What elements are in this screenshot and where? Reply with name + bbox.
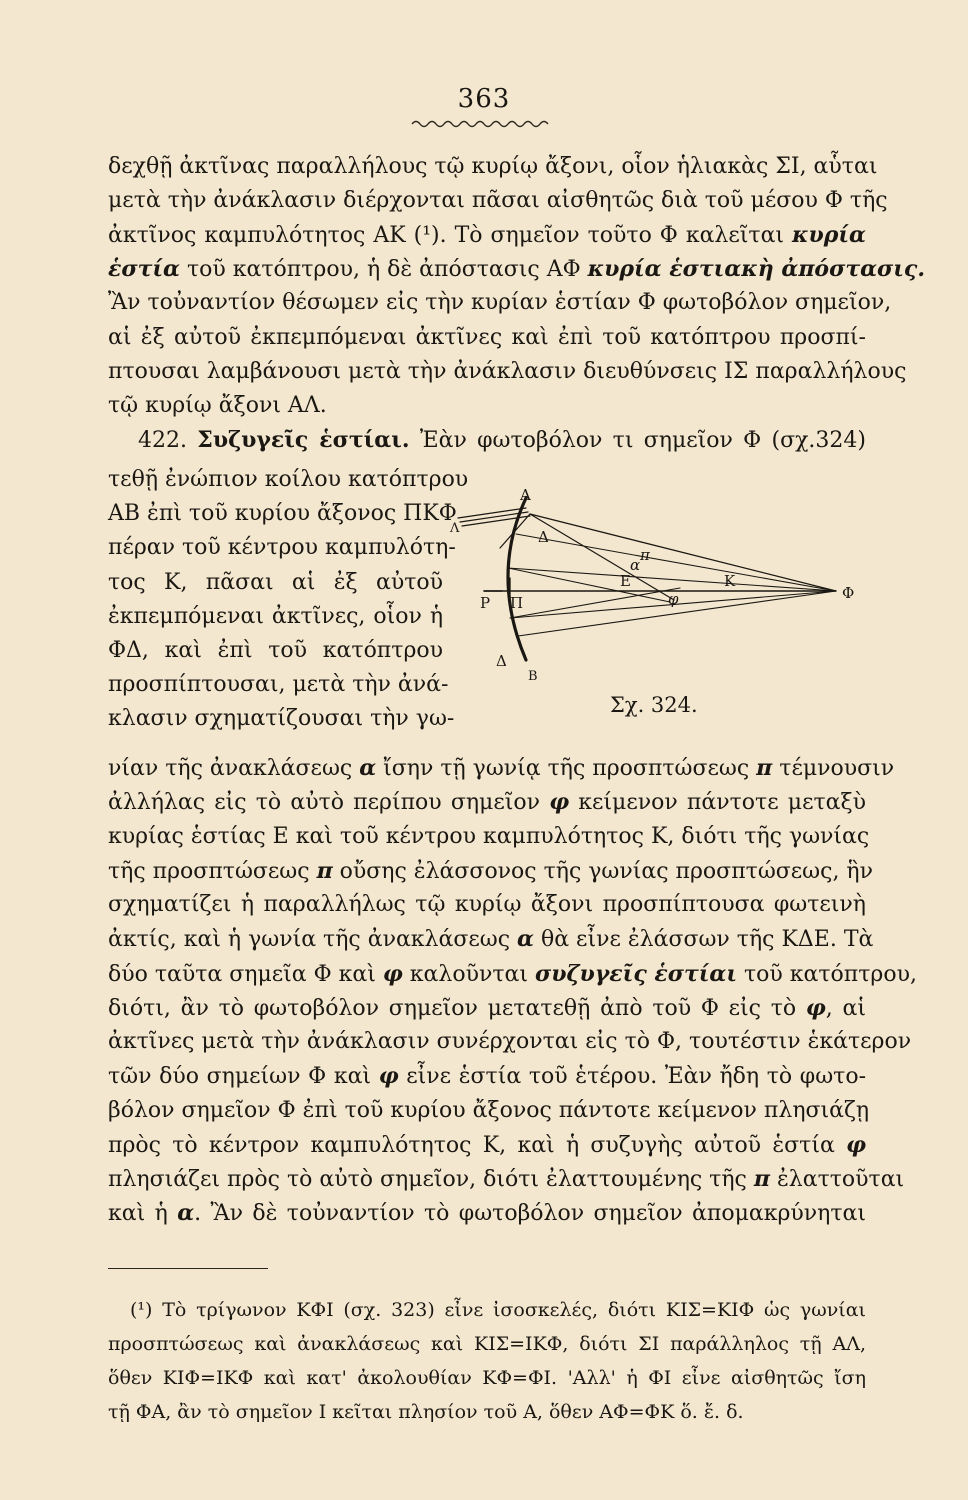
emphasis-span: κυρία ἑστιακὴ ἀπόστασις. bbox=[587, 256, 925, 282]
text-line bbox=[108, 499, 457, 529]
text-line bbox=[108, 924, 874, 955]
emphasis-span: φ bbox=[378, 1063, 399, 1089]
text-line bbox=[108, 856, 873, 887]
text-line bbox=[108, 533, 456, 563]
emphasis-span: κυρία bbox=[792, 222, 866, 248]
label-L: Λ bbox=[450, 521, 460, 536]
label-A: Α bbox=[520, 486, 531, 504]
emphasis-span: φ bbox=[805, 995, 826, 1021]
text-span: δύο ταῦτα σημεῖα Φ καὶ bbox=[108, 962, 383, 987]
text-span: κείμενον πάντοτε μεταξὺ bbox=[569, 790, 866, 815]
text-span: ἐλαττοῦται bbox=[769, 1167, 905, 1192]
text-line bbox=[108, 465, 469, 495]
text-line bbox=[108, 357, 907, 387]
text-span: 422. bbox=[138, 428, 198, 453]
emphasis-span: π bbox=[756, 755, 773, 781]
emphasis-span: α bbox=[359, 755, 377, 781]
text-line bbox=[108, 704, 455, 734]
text-span: σχηματίζει ἡ παραλλήλως τῷ κυρίῳ ἄξονι προσπίπτουσα φωτεινὴ bbox=[108, 892, 866, 917]
text-span: τῷ κυρίῳ ἄξονι ΑΛ. bbox=[108, 393, 327, 418]
text-span: μετὰ τὴν ἀνάκλασιν διέρχονται πᾶσαι αἰσθητῶς διὰ τοῦ μέσου Φ τῆς bbox=[108, 188, 888, 213]
label-B: Β bbox=[528, 669, 538, 684]
label-P: Ρ bbox=[480, 594, 491, 612]
footnote-line: τῇ ΦΑ, ἂν τὸ σημεῖον Ι κεῖται πλησίον τοῦ Α, ὅθεν ΑΦ=ΦΚ ὅ. ἔ. δ. bbox=[108, 1401, 744, 1423]
text-line bbox=[108, 1198, 866, 1229]
label-pi: π bbox=[640, 546, 650, 564]
emphasis-span: φ bbox=[846, 1132, 866, 1158]
text-span: ἴσην τῇ γωνίᾳ τῆς προσπτώσεως bbox=[376, 756, 757, 781]
text-span: οὔσης ἐλάσσονος τῆς γωνίας προσπτώσεως, ἣν bbox=[332, 859, 873, 884]
text-span: πρὸς τὸ κέντρον καμπυλότητος Κ, καὶ ἡ συζυγὴς αὐτοῦ ἑστία bbox=[108, 1133, 847, 1158]
text-span: τέμνουσιν bbox=[772, 756, 895, 781]
label-alpha: α bbox=[630, 556, 641, 574]
label-Phi: Φ bbox=[842, 584, 855, 602]
text-line bbox=[108, 391, 327, 421]
text-span: Ἐὰν φωτοβόλον τι σημεῖον Φ (σχ.324) bbox=[409, 428, 866, 453]
text-span: πέραν τοῦ κέντρου καμπυλότη- bbox=[108, 535, 456, 560]
label-E: Ε bbox=[620, 572, 631, 590]
text-line bbox=[108, 636, 443, 666]
text-span: τος Κ, πᾶσαι αἱ ἐξ αὐτοῦ bbox=[108, 570, 443, 595]
footnote-line: ὅθεν ΚΙΦ=ΙΚΦ καὶ κατ' ἀκολουθίαν ΚΦ=ΦΙ. 'Αλλ' ἡ ΦΙ εἶνε αἰσθητῶς ἴση bbox=[108, 1367, 866, 1389]
text-span: πτουσαι λαμβάνουσι μετὰ τὴν ἀνάκλασιν διευθύνσεις ΙΣ παραλλήλους bbox=[108, 359, 907, 384]
text-span: καὶ ἡ bbox=[108, 1201, 178, 1226]
text-line bbox=[108, 288, 892, 318]
text-line bbox=[108, 822, 870, 852]
footnote-line: προσπτώσεως καὶ ἀνακλάσεως καὶ ΚΙΣ=ΙΚΦ, διότι ΣΙ παράλληλος τῇ ΑΛ, bbox=[108, 1333, 866, 1355]
text-span: ἀλλήλας εἰς τὸ αὐτὸ περίπου σημεῖον bbox=[108, 790, 550, 815]
label-phi-small: φ bbox=[668, 590, 679, 608]
emphasis-span: φ bbox=[549, 789, 570, 815]
text-line bbox=[138, 425, 866, 456]
text-line bbox=[108, 959, 917, 990]
text-span: εἶνε ἑστία τοῦ ἑτέρου. Ἐὰν ἤδη τὸ φωτο- bbox=[398, 1064, 866, 1089]
text-span: καλοῦνται bbox=[402, 962, 535, 987]
text-line bbox=[108, 670, 449, 700]
text-span: αἱ ἐξ αὐτοῦ ἐκπεμπόμεναι ἀκτῖνες καὶ ἐπὶ τοῦ κατόπτρου προσπί- bbox=[108, 325, 866, 350]
label-D-top: Δ bbox=[538, 528, 549, 546]
concave-mirror-figure bbox=[440, 470, 860, 690]
emphasis-span: π bbox=[316, 858, 333, 884]
emphasis-span: Συζυγεῖς ἑστίαι. bbox=[197, 427, 410, 453]
text-span: Ἂν τοὐναντίον θέσωμεν εἰς τὴν κυρίαν ἑστίαν Φ φωτοβόλον σημεῖον, bbox=[108, 290, 892, 315]
text-span: τῶν δύο σημείων Φ καὶ bbox=[108, 1064, 379, 1089]
text-line bbox=[108, 220, 866, 251]
text-line bbox=[108, 890, 866, 920]
figure-caption: Σχ. 324. bbox=[610, 693, 698, 717]
text-span: δεχθῇ ἀκτῖνας παραλλήλους τῷ κυρίῳ ἄξονι, οἷον ἡλιακὰς ΣΙ, αὗται bbox=[108, 154, 878, 179]
footnote-line: (¹) Τὸ τρίγωνον ΚΦΙ (σχ. 323) εἶνε ἰσοσκελές, διότι ΚΙΣ=ΚΙΦ ὡς γωνίαι bbox=[130, 1299, 866, 1321]
text-line bbox=[108, 254, 925, 285]
text-span: βόλον σημεῖον Φ ἐπὶ τοῦ κυρίου ἄξονος πάντοτε κείμενον πλησιάζῃ bbox=[108, 1098, 870, 1123]
label-K: Κ bbox=[724, 572, 736, 590]
text-span: τῆς προσπτώσεως bbox=[108, 859, 317, 884]
text-line bbox=[108, 323, 866, 353]
text-span: διότι, ἂν τὸ φωτοβόλον σημεῖον μετατεθῇ ἀπὸ τοῦ Φ εἰς τὸ bbox=[108, 996, 806, 1021]
emphasis-span: ἑστία bbox=[108, 256, 180, 282]
text-span: ΦΔ, καὶ ἐπὶ τοῦ κατόπτρου bbox=[108, 638, 443, 663]
text-span: θὰ εἶνε ἐλάσσων τῆς ΚΔΕ. Τὰ bbox=[533, 927, 874, 952]
page-number: 363 bbox=[457, 84, 511, 114]
text-span: ἀκτίς, καὶ ἡ γωνία τῆς ἀνακλάσεως bbox=[108, 927, 518, 952]
label-D-bottom: Δ bbox=[496, 652, 507, 670]
text-span: νίαν τῆς ἀνακλάσεως bbox=[108, 756, 360, 781]
text-span: τεθῇ ἐνώπιον κοίλου κατόπτρου bbox=[108, 467, 469, 492]
text-span: ΑΒ ἐπὶ τοῦ κυρίου ἄξονος ΠΚΦ bbox=[108, 501, 457, 526]
text-span: τοῦ κατόπτρου, bbox=[737, 962, 917, 987]
text-line bbox=[108, 152, 878, 182]
text-span: . Ἂν δὲ τοὐναντίον τὸ φωτοβόλον σημεῖον ἀπομακρύνηται bbox=[194, 1201, 866, 1226]
text-line bbox=[108, 1130, 866, 1161]
text-span: κυρίας ἑστίας Ε καὶ τοῦ κέντρου καμπυλότητος Κ, διότι τῆς γωνίας bbox=[108, 824, 870, 849]
text-line bbox=[108, 787, 866, 818]
text-line bbox=[108, 1027, 912, 1057]
text-span: ἀκτῖνες μετὰ τὴν ἀνάκλασιν συνέρχονται εἰς τὸ Φ, τουτέστιν ἑκάτερον bbox=[108, 1029, 912, 1054]
emphasis-span: συζυγεῖς ἑστίαι bbox=[535, 961, 737, 987]
text-span: προσπίπτουσαι, μετὰ τὴν ἀνά- bbox=[108, 672, 449, 697]
emphasis-span: φ bbox=[382, 961, 403, 987]
text-line bbox=[108, 1164, 905, 1195]
text-span: κλασιν σχηματίζουσαι τὴν γω- bbox=[108, 706, 455, 731]
text-line bbox=[108, 1061, 866, 1092]
label-Pi: Π bbox=[510, 594, 524, 612]
text-span: πλησιάζει πρὸς τὸ αὐτὸ σημεῖον, διότι ἐλαττουμένης τῆς bbox=[108, 1167, 754, 1192]
text-span: ἐκπεμπόμεναι ἀκτῖνες, οἷον ἡ bbox=[108, 604, 443, 629]
text-span: ἀκτῖνος καμπυλότητος ΑΚ (¹). Τὸ σημεῖον τοῦτο Φ καλεῖται bbox=[108, 223, 793, 248]
text-line bbox=[108, 993, 866, 1024]
wavy-ornament-icon bbox=[410, 118, 550, 130]
emphasis-span: α bbox=[517, 926, 534, 952]
emphasis-span: π bbox=[753, 1166, 770, 1192]
footnote-rule bbox=[108, 1268, 268, 1269]
text-span: τοῦ κατόπτρου, ἡ δὲ ἀπόστασις ΑΦ bbox=[179, 257, 588, 282]
text-line bbox=[108, 186, 888, 216]
text-line bbox=[108, 602, 443, 632]
text-line bbox=[108, 753, 895, 784]
text-line bbox=[108, 568, 443, 598]
emphasis-span: α bbox=[177, 1200, 195, 1226]
text-span: , αἱ bbox=[825, 996, 866, 1021]
text-line bbox=[108, 1096, 870, 1126]
